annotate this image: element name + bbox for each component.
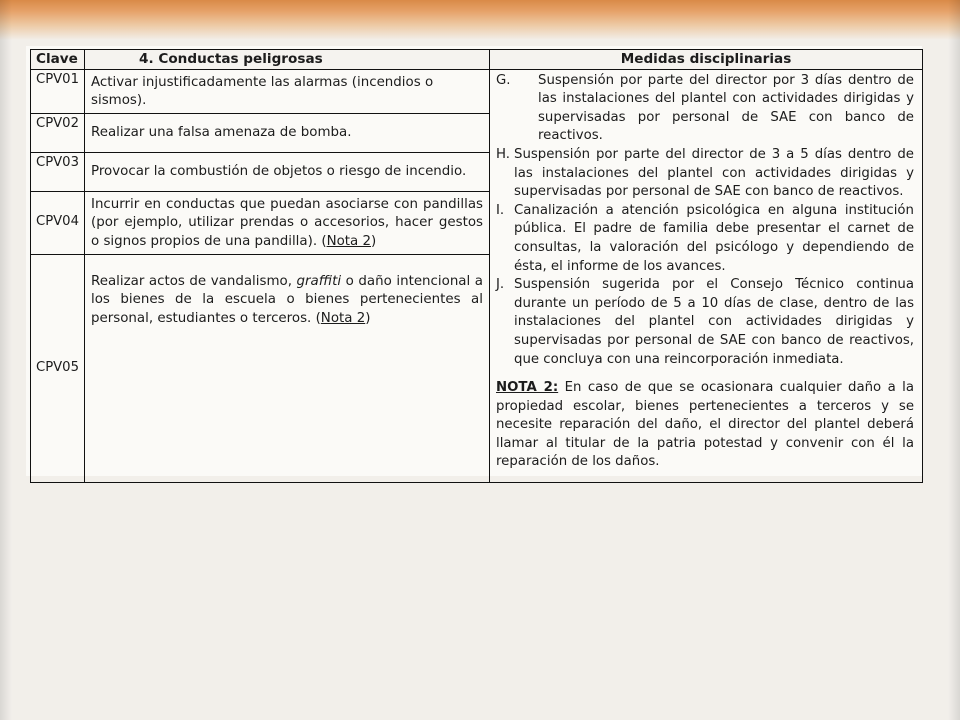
conduct-table	[30, 49, 923, 483]
medida-label: I.	[496, 202, 505, 218]
medida-text: Suspensión sugerida por el Consejo Técnico continua durante un período de 5 a 10 días de clase, dentro de las instalaciones del plantel con actividades dirigidas y supervisadas por personal de SAE con banco de reactivos, que concluya con una reincorporación inmediata.	[514, 277, 914, 367]
medida-item	[496, 202, 914, 276]
nota-2-link[interactable]: Nota 2	[326, 233, 372, 249]
right-edge-shade	[948, 0, 960, 720]
conducta-text-mid: o daño intencional a los bienes de la escuela o bienes pertenecientes al personal, estudiantes o terceros. (	[91, 273, 484, 326]
conducta-cell	[85, 191, 490, 254]
medida-label: J.	[496, 277, 505, 293]
conducta-text-end: )	[365, 310, 371, 326]
medida-label: H.	[496, 146, 510, 162]
medida-text: Suspensión por parte del director de 3 a 5 días dentro de las instalaciones del plantel con actividades dirigidas y supervisadas por personal de SAE con banco de reactivos.	[514, 146, 914, 200]
conducta-cell	[85, 254, 490, 482]
medida-label: G.	[496, 72, 511, 88]
clave-cell: CPV03	[31, 152, 85, 191]
conducta-cell: Realizar una falsa amenaza de bomba.	[85, 113, 490, 152]
medida-text: Suspensión por parte del director por 3 días dentro de las instalaciones del plantel con actividades dirigidas y supervisadas por personal de SAE con banco de reactivos.	[538, 72, 914, 144]
clave-cell: CPV01	[31, 69, 85, 113]
nota-label: NOTA 2:	[496, 380, 559, 396]
conducta-text: Realizar actos de vandalismo,	[91, 273, 297, 289]
left-edge-shade	[0, 0, 12, 720]
clave-cell: CPV04	[31, 191, 85, 254]
header-medidas: Medidas disciplinarias	[490, 50, 923, 70]
conducta-italic: graffiti	[296, 273, 342, 289]
nota-paragraph	[496, 379, 914, 472]
clave-cell: CPV02	[31, 113, 85, 152]
top-gradient-band	[0, 0, 960, 40]
conducta-cell: Provocar la combustión de objetos o riesgo de incendio.	[85, 152, 490, 191]
nota-2-link[interactable]: Nota 2	[320, 310, 366, 326]
clave-cell: CPV05	[31, 254, 85, 482]
header-clave: Clave	[31, 50, 85, 70]
header-row	[31, 50, 923, 70]
header-conductas: 4. Conductas peligrosas	[85, 50, 490, 70]
medida-item	[496, 146, 914, 202]
medida-item	[496, 72, 914, 146]
medida-text: Canalización a atención psicológica en alguna institución pública. El padre de familia debe presentar el carnet de consultas, la valoración del psicólogo y dependiendo de ésta, el informe de los avances.	[514, 202, 914, 274]
medidas-cell	[490, 69, 923, 482]
conducta-text-end: )	[371, 233, 377, 249]
table-row	[31, 69, 923, 113]
medida-item	[496, 276, 914, 369]
conducta-cell: Activar injustificadamente las alarmas (incendios o sismos).	[85, 69, 490, 113]
conducta-text: Incurrir en conductas que puedan asociarse con pandillas (por ejemplo, utilizar prendas o accesorios, hacer gestos o signos propios de una pandilla). (	[91, 196, 483, 249]
nota-text: En caso de que se ocasionara cualquier daño a la propiedad escolar, bienes pertenecientes a terceros y se necesite reparación del daño, el director del plantel deberá llamar al titular de la patria potestad y convenir con él la reparación de los daños.	[496, 380, 914, 470]
